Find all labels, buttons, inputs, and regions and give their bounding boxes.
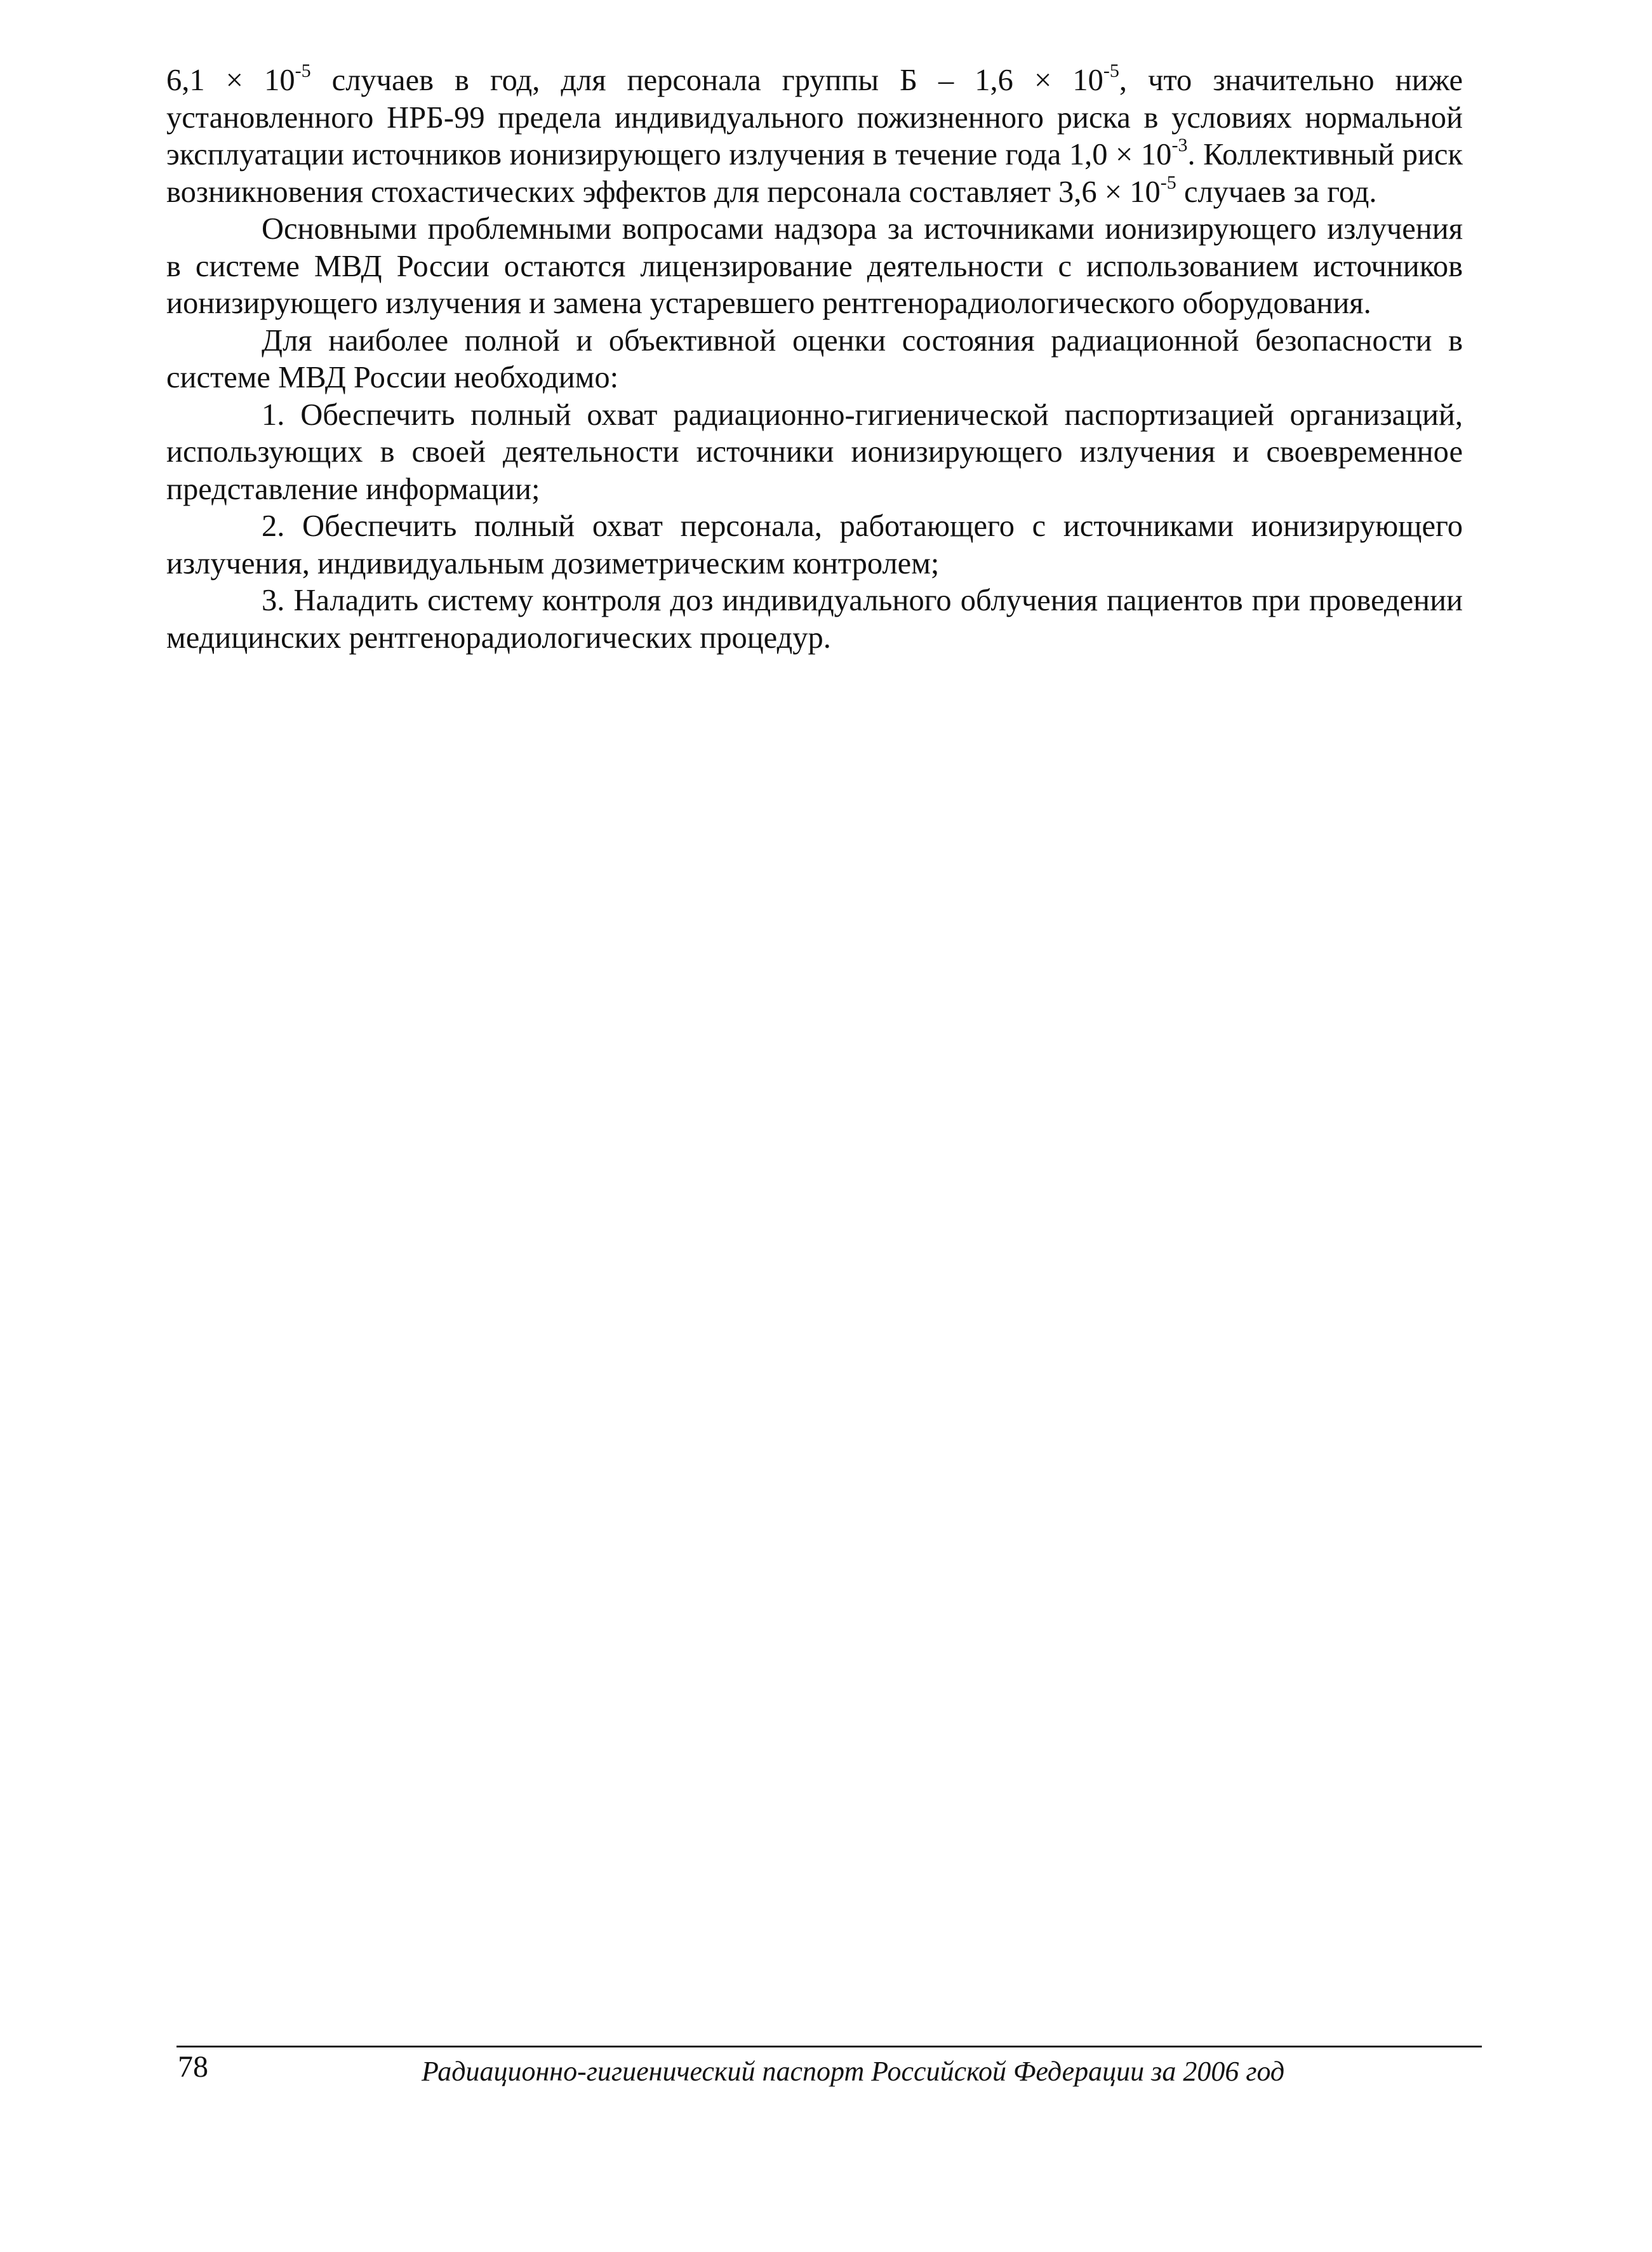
paragraph-recommendations-intro: Для наиболее полной и объективной оценки состояния радиационной безопасности в системе МВД России необходимо: bbox=[166, 323, 1463, 394]
list-item-1: 1. Обеспечить полный охват радиационно-гигиенической паспортизацией организаций, использующих в своей деятельности источники ионизирующего излучения и своевременное представление информации; bbox=[166, 398, 1463, 506]
risk-text-part: , что значительно ниже установленного НРБ-99 предела индивидуального пожизненного риска в условиях нормальной эксплуатации источников ионизирующего излучения в течение года 1,0 × 10 bbox=[166, 64, 1463, 171]
document-body bbox=[166, 62, 1463, 657]
paragraph-risk-summary bbox=[166, 62, 1463, 211]
exponent: -5 bbox=[1103, 60, 1119, 82]
risk-text-part: случаев за год. bbox=[1176, 175, 1377, 209]
page-number: 78 bbox=[178, 2050, 208, 2084]
risk-text-part: . Коллективный риск возникновения стохастических эффектов для персонала составляет 3,6 × 10 bbox=[166, 138, 1463, 209]
footer-divider bbox=[177, 2046, 1482, 2048]
running-footer-title: Радиационно-гигиенический паспорт Российской Федерации за 2006 год bbox=[422, 2056, 1285, 2087]
list-item-2: 2. Обеспечить полный охват персонала, работающего с источниками ионизирующего излучения, индивидуальным дозиметрическим контролем; bbox=[166, 509, 1463, 580]
exponent: -3 bbox=[1171, 134, 1188, 156]
risk-text-part: случаев в год, для персонала группы Б – 1,6 × 10 bbox=[310, 64, 1103, 97]
risk-text-part: 6,1 × 10 bbox=[166, 64, 295, 97]
list-item-3: 3. Наладить систему контроля доз индивидуального облучения пациентов при проведении медицинских рентгенорадиологических процедур. bbox=[166, 584, 1463, 655]
exponent: -5 bbox=[295, 60, 311, 82]
paragraph-supervision-issues: Основными проблемными вопросами надзора за источниками ионизирующего излучения в системе МВД России остаются лицензирование деятельности с использованием источников ионизирующего излучения и замена устаревшего рентгенорадиологического оборудования. bbox=[166, 212, 1463, 320]
exponent: -5 bbox=[1160, 171, 1176, 193]
